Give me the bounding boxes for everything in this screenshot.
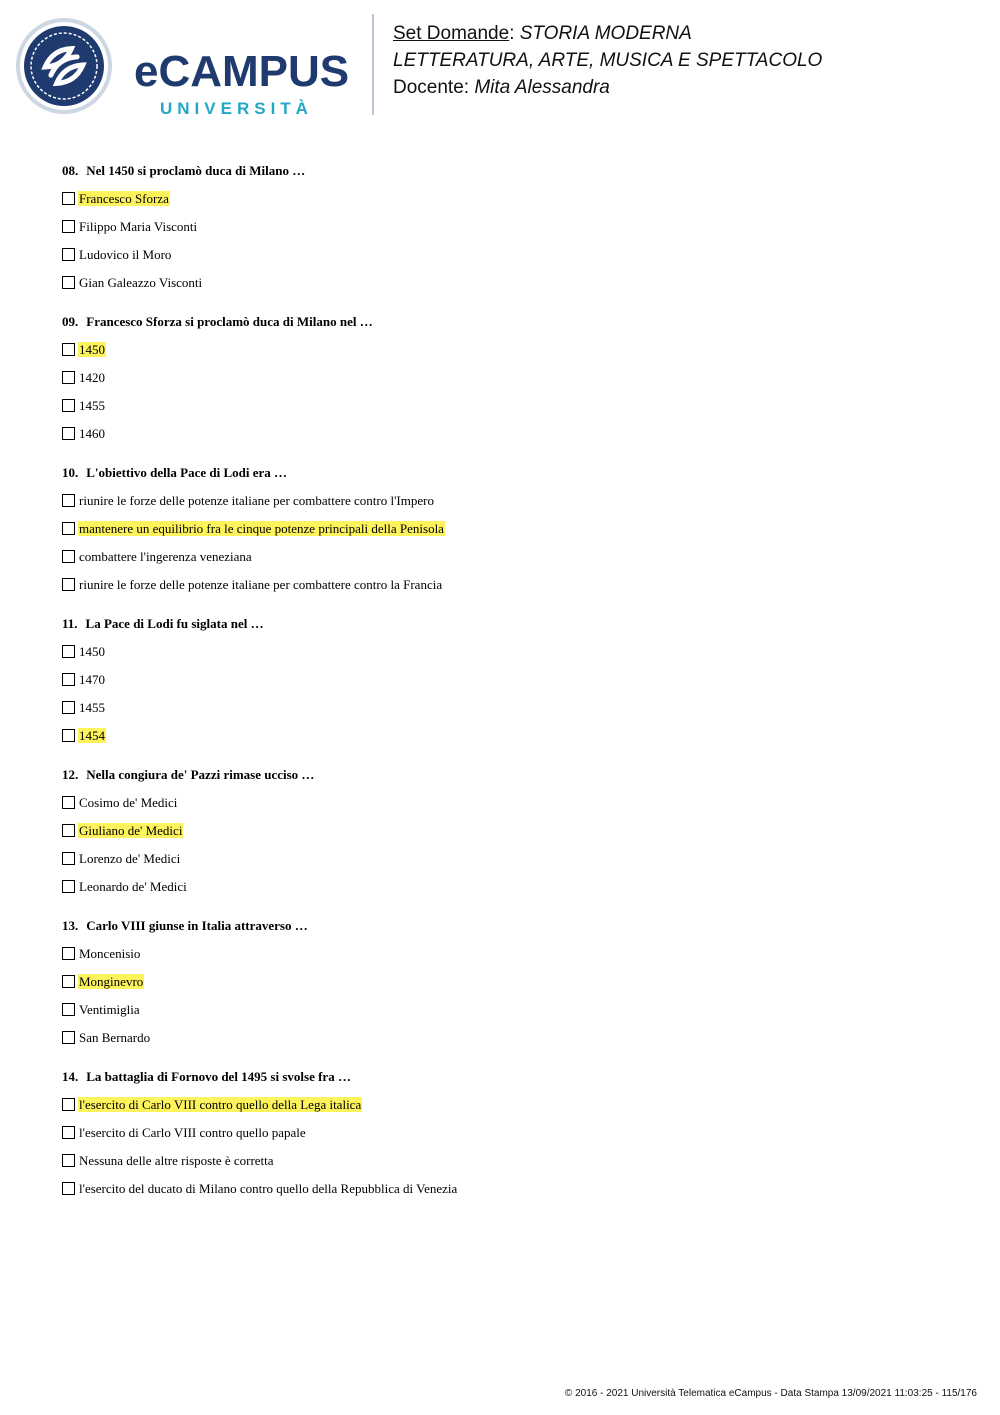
answer-option[interactable] <box>62 570 962 598</box>
answer-option[interactable] <box>62 872 962 900</box>
answer-label-highlighted: l'esercito di Carlo VIII contro quello della Lega italica <box>79 1096 362 1112</box>
question-prompt: Nel 1450 si proclamò duca di Milano … <box>86 163 306 178</box>
answer-label: Filippo Maria Visconti <box>79 218 198 234</box>
answer-option[interactable] <box>62 1146 962 1174</box>
answer-label: 1460 <box>79 425 105 441</box>
answer-checkbox[interactable] <box>62 1126 75 1139</box>
answer-option[interactable] <box>62 335 962 363</box>
answer-label: riunire le forze delle potenze italiane per combattere contro la Francia <box>79 576 443 592</box>
answer-checkbox[interactable] <box>62 701 75 714</box>
answer-checkbox[interactable] <box>62 880 75 893</box>
answer-label: San Bernardo <box>79 1029 151 1045</box>
question-list <box>62 158 962 1215</box>
question-prompt: Francesco Sforza si proclamò duca di Milano nel … <box>86 314 373 329</box>
question-prompt: Carlo VIII giunse in Italia attraverso … <box>86 918 308 933</box>
page-footer: © 2016 - 2021 Università Telematica eCampus - Data Stampa 13/09/2021 11:03:25 - 115/176 <box>564 1388 977 1399</box>
teacher-line <box>393 74 822 101</box>
question-number: 10. <box>62 465 79 480</box>
answer-checkbox[interactable] <box>62 494 75 507</box>
answer-label-highlighted: Giuliano de' Medici <box>79 822 183 838</box>
answer-option[interactable] <box>62 1090 962 1118</box>
answer-option[interactable] <box>62 184 962 212</box>
question-prompt: L'obiettivo della Pace di Lodi era … <box>86 465 288 480</box>
answer-option[interactable] <box>62 542 962 570</box>
answer-checkbox[interactable] <box>62 550 75 563</box>
teacher-label: Docente: <box>393 77 470 98</box>
answer-checkbox[interactable] <box>62 1098 75 1111</box>
teacher-name: Mita Alessandra <box>474 77 610 98</box>
answer-label: Leonardo de' Medici <box>79 878 187 894</box>
course-line: Set Domande: STORIA MODERNA <box>393 23 692 44</box>
question-block <box>62 762 962 900</box>
header-divider <box>372 14 374 115</box>
answer-checkbox[interactable] <box>62 947 75 960</box>
answer-label-highlighted: mantenere un equilibrio fra le cinque potenze principali della Penisola <box>79 520 444 536</box>
answer-option[interactable] <box>62 788 962 816</box>
answer-option[interactable] <box>62 240 962 268</box>
question-text <box>62 913 962 939</box>
answer-option[interactable] <box>62 212 962 240</box>
set-label: Set Domande <box>393 23 510 44</box>
answer-option[interactable] <box>62 391 962 419</box>
answer-option[interactable] <box>62 939 962 967</box>
course-title: STORIA MODERNA <box>519 23 692 44</box>
question-block <box>62 460 962 598</box>
answer-checkbox[interactable] <box>62 343 75 356</box>
brand-wordmark: eCAMPUS <box>134 47 350 96</box>
answer-checkbox[interactable] <box>62 522 75 535</box>
answer-option[interactable] <box>62 1023 962 1051</box>
question-text <box>62 309 962 335</box>
answer-option[interactable] <box>62 844 962 872</box>
answer-checkbox[interactable] <box>62 673 75 686</box>
answer-label: Cosimo de' Medici <box>79 794 178 810</box>
answer-checkbox[interactable] <box>62 399 75 412</box>
answer-label: combattere l'ingerenza veneziana <box>79 548 252 564</box>
answer-checkbox[interactable] <box>62 192 75 205</box>
answer-option[interactable] <box>62 1174 962 1202</box>
answer-checkbox[interactable] <box>62 1031 75 1044</box>
answer-label: Moncenisio <box>79 945 141 961</box>
question-block <box>62 309 962 447</box>
answer-checkbox[interactable] <box>62 796 75 809</box>
answer-checkbox[interactable] <box>62 729 75 742</box>
course-area: LETTERATURA, ARTE, MUSICA E SPETTACOLO <box>393 50 823 71</box>
answer-label: 1470 <box>79 671 105 687</box>
question-text <box>62 460 962 486</box>
answer-checkbox[interactable] <box>62 824 75 837</box>
ecampus-logo <box>14 16 374 116</box>
answer-label: 1455 <box>79 397 105 413</box>
answer-option[interactable] <box>62 721 962 749</box>
question-text <box>62 762 962 788</box>
question-text <box>62 158 962 184</box>
answer-label: 1420 <box>79 369 105 385</box>
answer-option[interactable] <box>62 486 962 514</box>
question-block <box>62 1064 962 1202</box>
answer-label: 1450 <box>79 643 105 659</box>
answer-label: Ludovico il Moro <box>79 246 172 262</box>
answer-checkbox[interactable] <box>62 975 75 988</box>
answer-checkbox[interactable] <box>62 1154 75 1167</box>
answer-option[interactable] <box>62 637 962 665</box>
answer-option[interactable] <box>62 665 962 693</box>
brand-subtitle: UNIVERSITÀ <box>160 99 313 118</box>
answer-label: Gian Galeazzo Visconti <box>79 274 203 290</box>
question-block <box>62 158 962 296</box>
question-block <box>62 611 962 749</box>
question-number: 12. <box>62 767 79 782</box>
answer-checkbox[interactable] <box>62 1003 75 1016</box>
answer-option[interactable] <box>62 1118 962 1146</box>
answer-checkbox[interactable] <box>62 276 75 289</box>
question-text <box>62 611 962 637</box>
answer-label-highlighted: Monginevro <box>79 973 144 989</box>
answer-option[interactable] <box>62 995 962 1023</box>
answer-checkbox[interactable] <box>62 371 75 384</box>
answer-label: Ventimiglia <box>79 1001 140 1017</box>
question-number: 08. <box>62 163 79 178</box>
answer-option[interactable] <box>62 693 962 721</box>
answer-checkbox[interactable] <box>62 578 75 591</box>
answer-option[interactable] <box>62 419 962 447</box>
answer-checkbox[interactable] <box>62 1182 75 1195</box>
answer-option[interactable] <box>62 363 962 391</box>
answer-option[interactable] <box>62 268 962 296</box>
answer-checkbox[interactable] <box>62 852 75 865</box>
answer-label: Lorenzo de' Medici <box>79 850 181 866</box>
question-prompt: La Pace di Lodi fu siglata nel … <box>85 616 264 631</box>
answer-option[interactable] <box>62 514 962 542</box>
answer-checkbox[interactable] <box>62 220 75 233</box>
question-text <box>62 1064 962 1090</box>
question-block <box>62 913 962 1051</box>
question-number: 09. <box>62 314 79 329</box>
answer-checkbox[interactable] <box>62 427 75 440</box>
answer-label: l'esercito di Carlo VIII contro quello papale <box>79 1124 306 1140</box>
answer-checkbox[interactable] <box>62 248 75 261</box>
answer-label-highlighted: Francesco Sforza <box>79 190 169 206</box>
answer-label-highlighted: 1450 <box>79 341 105 357</box>
answer-label-highlighted: 1454 <box>79 727 105 743</box>
answer-label: Nessuna delle altre risposte è corretta <box>79 1152 274 1168</box>
answer-label: 1455 <box>79 699 105 715</box>
answer-option[interactable] <box>62 816 962 844</box>
header-info <box>393 20 822 101</box>
question-number: 11. <box>62 616 78 631</box>
question-prompt: Nella congiura de' Pazzi rimase ucciso … <box>86 767 315 782</box>
question-number: 13. <box>62 918 79 933</box>
question-prompt: La battaglia di Fornovo del 1495 si svolse fra … <box>86 1069 351 1084</box>
question-number: 14. <box>62 1069 79 1084</box>
answer-checkbox[interactable] <box>62 645 75 658</box>
university-seal-icon <box>14 16 114 116</box>
answer-label: riunire le forze delle potenze italiane per combattere contro l'Impero <box>79 492 434 508</box>
answer-label: l'esercito del ducato di Milano contro quello della Repubblica di Venezia <box>79 1180 458 1196</box>
answer-option[interactable] <box>62 967 962 995</box>
